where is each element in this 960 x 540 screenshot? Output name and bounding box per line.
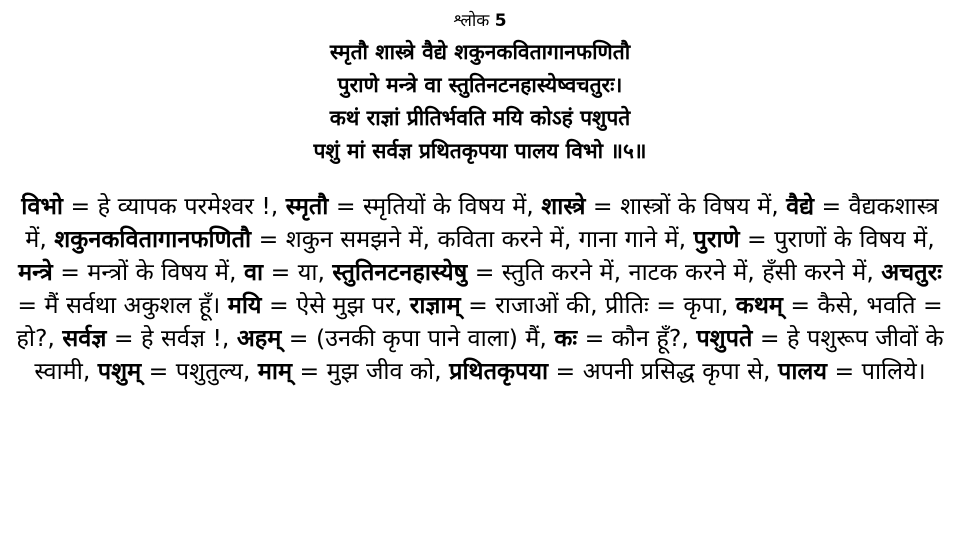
- shloka-heading: [14, 10, 946, 32]
- term-shastre: शास्त्रे: [541, 192, 586, 220]
- verse-line-1: स्मृतौ शास्त्रे वैद्ये शकुनकविता‍गानफणितौ: [329, 40, 631, 64]
- shloka-number: 5: [494, 11, 507, 31]
- meaning-pashum: = पशुतुल्य,: [141, 357, 258, 385]
- term-va: वा: [243, 258, 264, 286]
- meaning-purane: = पुराणों के विषय में,: [739, 225, 935, 253]
- verse-line-4: पशुं मां सर्वज्ञ प्रथितकृपया पालय विभो ॥५॥: [313, 139, 647, 163]
- meaning-smritau: = स्मृतियों के विषय में,: [328, 192, 542, 220]
- verse-line-2: पुराणे मन्त्रे वा स्तुतिनटनहास्येष्वचतुरः।: [337, 73, 623, 97]
- term-sarvajna: सर्वज्ञ: [62, 324, 107, 352]
- shloka-label: श्लोक: [453, 11, 490, 31]
- term-purane: पुराणे: [693, 225, 740, 253]
- term-vaidye: वैद्ये: [786, 192, 815, 220]
- term-pashum: पशुम्: [97, 357, 142, 385]
- meaning-shakuna: = शकुन समझने में, कविता करने में, गाना गाने में,: [251, 225, 694, 253]
- meaning-vaidye: = वैद्यकशास्त्र में,: [25, 192, 939, 253]
- term-vibho: विभो: [21, 192, 63, 220]
- meaning-sarvajna: = हे सर्वज्ञ !,: [106, 324, 237, 352]
- term-prathita: प्रथितकृपया: [449, 357, 549, 385]
- meaning-prathita: = अपनी प्रसिद्ध कृपा से,: [548, 357, 778, 385]
- meaning-palaya: = पालिये।: [826, 357, 926, 385]
- meaning-katham: = कैसे, भवति = हो?,: [16, 291, 943, 352]
- meaning-mayi: = ऐसे मुझ पर,: [261, 291, 410, 319]
- meaning-rajnam: = राजाओं की, प्रीतिः = कृपा,: [460, 291, 736, 319]
- term-mam: माम्: [257, 357, 293, 385]
- meaning-pashupate: = हे पशुरूप जीवों के स्वामी,: [34, 324, 944, 385]
- term-achaturah: अचतुरः: [881, 258, 942, 286]
- term-mantre: मन्त्रे: [18, 258, 53, 286]
- word-meaning-commentary: [14, 190, 946, 388]
- meaning-mam: = मुझ जीव को,: [292, 357, 450, 385]
- term-smritau: स्मृतौ: [285, 192, 329, 220]
- meaning-achaturah: = मैं सर्वथा अकुशल हूँ।: [17, 291, 228, 319]
- term-stuti: स्तुतिनटनहास्येषु: [332, 258, 468, 286]
- meaning-va: = या,: [263, 258, 333, 286]
- term-mayi: मयि: [227, 291, 262, 319]
- term-katham: कथम्: [735, 291, 783, 319]
- meaning-mantre: = मन्त्रों के विषय में,: [52, 258, 244, 286]
- verse-line-3: कथं राज्ञां प्रीतिर्भवति मयि कोऽहं पशुपते: [329, 106, 631, 130]
- term-shakuna: शकुनकवितागानफणितौ: [54, 225, 252, 253]
- meaning-shastre: = शास्त्रों के विषय में,: [585, 192, 787, 220]
- term-palaya: पालय: [777, 357, 827, 385]
- meaning-aham: = (उनकी कृपा पाने वाला) मैं,: [281, 324, 555, 352]
- meaning-kah: = कौन हूँ?,: [577, 324, 697, 352]
- term-rajnam: राज्ञाम्: [409, 291, 461, 319]
- term-pashupate: पशुपते: [696, 324, 753, 352]
- term-aham: अहम्: [236, 324, 282, 352]
- meaning-stuti: = स्तुति करने में, नाटक करने में, हँसी करने में,: [467, 258, 882, 286]
- meaning-vibho: = हे व्यापक परमेश्वर !,: [63, 192, 286, 220]
- term-kah: कः: [554, 324, 578, 352]
- shloka-verse: [14, 36, 946, 168]
